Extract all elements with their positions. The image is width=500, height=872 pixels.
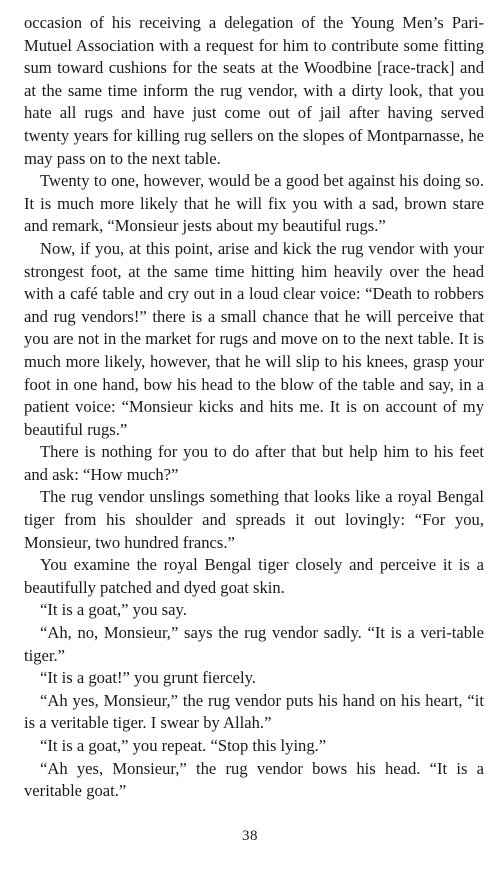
paragraph-how-much: There is nothing for you to do after that but help him to his feet and ask: “How much?” (24, 442, 484, 484)
dialogue-line: “Ah, no, Monsieur,” says the rug vendor sadly. “It is a veri-table tiger.” (24, 623, 484, 665)
page-body (24, 12, 484, 803)
paragraph-twenty-to-one: Twenty to one, however, would be a good bet against his doing so. It is much more likely that he will fix you with a sad, brown stare and remark, “Monsieur jests about my beautiful rugs.” (24, 171, 484, 236)
dialogue-line: “Ah yes, Monsieur,” the rug vendor puts his hand on his heart, “it is a veritable tiger. I swear by Allah.” (24, 690, 484, 733)
paragraph-goat-skin: You examine the royal Bengal tiger closely and perceive it is a beautifully patched and dyed goat skin. (24, 555, 484, 597)
dialogue-line: “It is a goat!” you grunt fiercely. (40, 668, 256, 688)
paragraph-bengal-tiger: The rug vendor unslings something that looks like a royal Bengal tiger from his shoulder and spreads it out lovingly: “For you, Monsieur, two hundred francs.” (24, 487, 484, 552)
page-number: 38 (242, 828, 258, 844)
paragraph-continuation: occasion of his receiving a delegation of the Young Men’s Pari-Mutuel Association with a request for him to contribute some fitting sum toward cushions for the seats at the Woodbine [race-track] and at the same time inform the rug vendor, with a dirty look, that you hate all rugs and have just come out of jail after having served twenty years for killing rug sellers on the slopes of Montparnasse, he may pass on to the next table. (24, 13, 484, 168)
dialogue-line: “It is a goat,” you repeat. “Stop this lying.” (40, 736, 327, 755)
dialogue-line: “Ah yes, Monsieur,” the rug vendor bows his head. “It is a veritable goat.” (24, 758, 484, 801)
paragraph-kick-vendor: Now, if you, at this point, arise and kick the rug vendor with your strongest foot, at the same time hitting him heavily over the head with a café table and cry out in a loud clear voice: “Death to robbers and rug vendors!” there is a small chance that he will perceive that you are not in the market for rugs and move on to the next table. It is much more likely, however, that he will slip to his knees, grasp your foot in one hand, bow his head to the blow of the table and say, in a patient voice: “Monsieur kicks and hits me. It is on account of my beautiful rugs.” (24, 238, 484, 439)
dialogue-line: “It is a goat,” you say. (40, 600, 187, 620)
